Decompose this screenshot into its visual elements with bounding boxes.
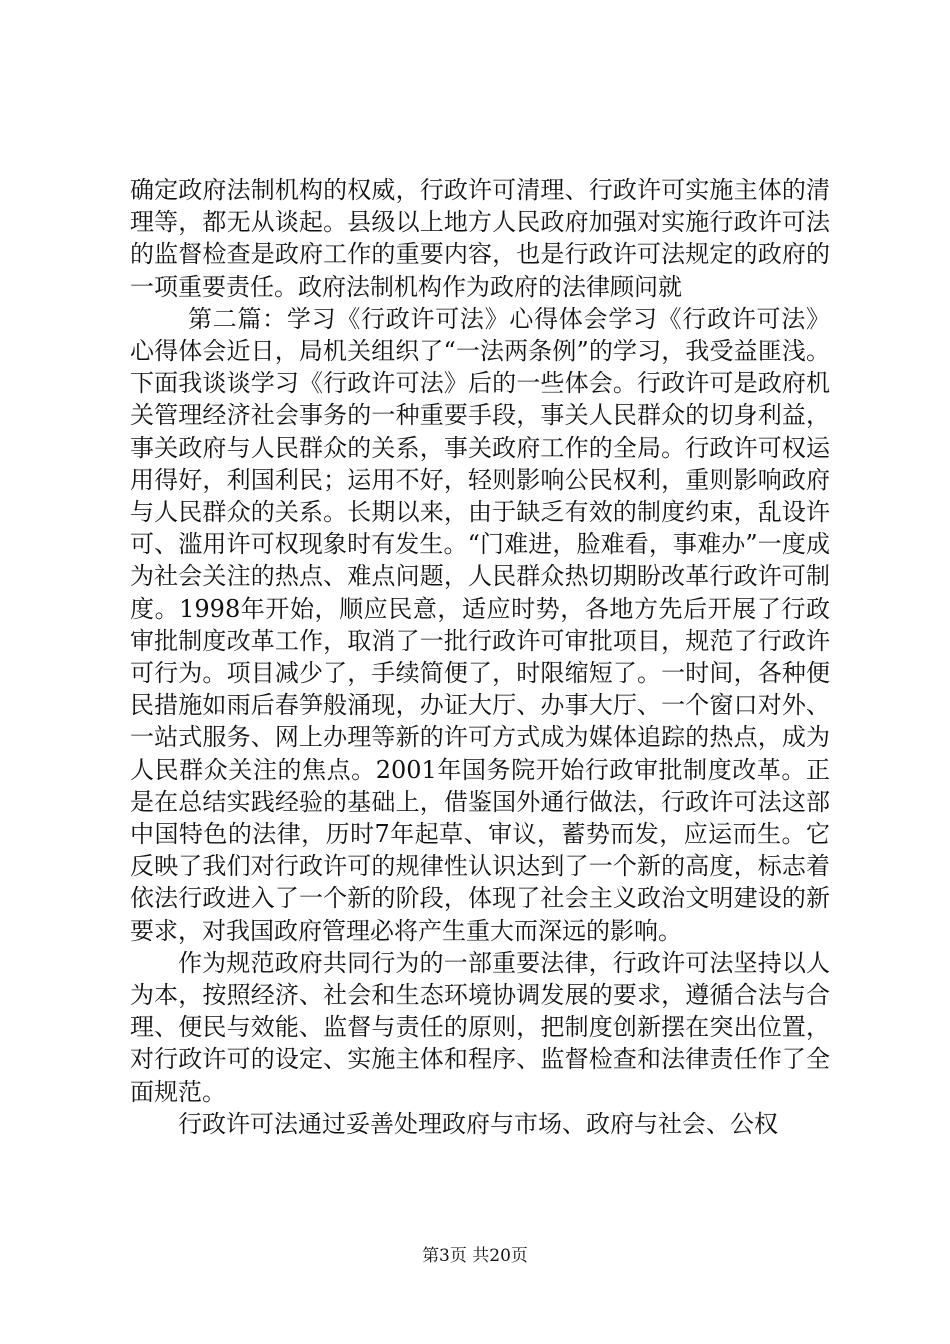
paragraph-2: 第二篇：学习《行政许可法》心得体会学习《行政许可法》心得体会近日，局机关组织了“一法两条例”的学习，我受益匪浅。下面我谈谈学习《行政许可法》后的一些体会。行政许可是政府机关管理经济社会事务的一种重要手段，事关人民群众的切身利益，事关政府与人民群众的关系，事关政府工作的全局。行政许可权运用得好，利国利民；运用不好，轻则影响公民权利，重则影响政府与人民群众的关系。长期以来，由于缺乏有效的制度约束，乱设许可、滥用许可权现象时有发生。“门难进，脸难看，事难办”一度成为社会关注的热点、难点问题，人民群众热切期盼改革行政许可制度。1998年开始，顺应民意，适应时势，各地方先后开展了行政审批制度改革工作，取消了一批行政许可审批项目，规范了行政许可行为。项目减少了，手续简便了，时限缩短了。一时间，各种便民措施如雨后春笋般涌现，办证大厅、办事大厅、一个窗口对外、一站式服务、网上办理等新的许可方式成为媒体追踪的热点，成为人民群众关注的焦点。2001年国务院开始行政审批制度改革。正是在总结实践经验的基础上，借鉴国外通行做法，行政许可法这部中国特色的法律，历时7年起草、审议，蓄势而发，应运而生。它反映了我们对行政许可的规律性认识达到了一个新的高度，标志着依法行政进入了一个新的阶段，体现了社会主义政治文明建设的新要求，对我国政府管理必将产生重大而深远的影响。 bbox=[130, 304, 830, 945]
document-body bbox=[130, 174, 830, 1140]
paragraph-1: 确定政府法制机构的权威，行政许可清理、行政许可实施主体的清理等，都无从谈起。县级以上地方人民政府加强对实施行政许可法的监督检查是政府工作的重要内容，也是行政许可法规定的政府的一项重要责任。政府法制机构作为政府的法律顾问就 bbox=[130, 176, 830, 301]
paragraph-3: 作为规范政府共同行为的一部重要法律，行政许可法坚持以人为本，按照经济、社会和生态环境协调发展的要求，遵循合法与合理、便民与效能、监督与责任的原则，把制度创新摆在突出位置，对行政许可的设定、实施主体和程序、监督检查和法律责任作了全面规范。 bbox=[130, 948, 830, 1106]
page-number-footer: 第3页 共20页 bbox=[422, 1246, 528, 1266]
paragraph-4: 行政许可法通过妥善处理政府与市场、政府与社会、公权 bbox=[178, 1109, 778, 1138]
